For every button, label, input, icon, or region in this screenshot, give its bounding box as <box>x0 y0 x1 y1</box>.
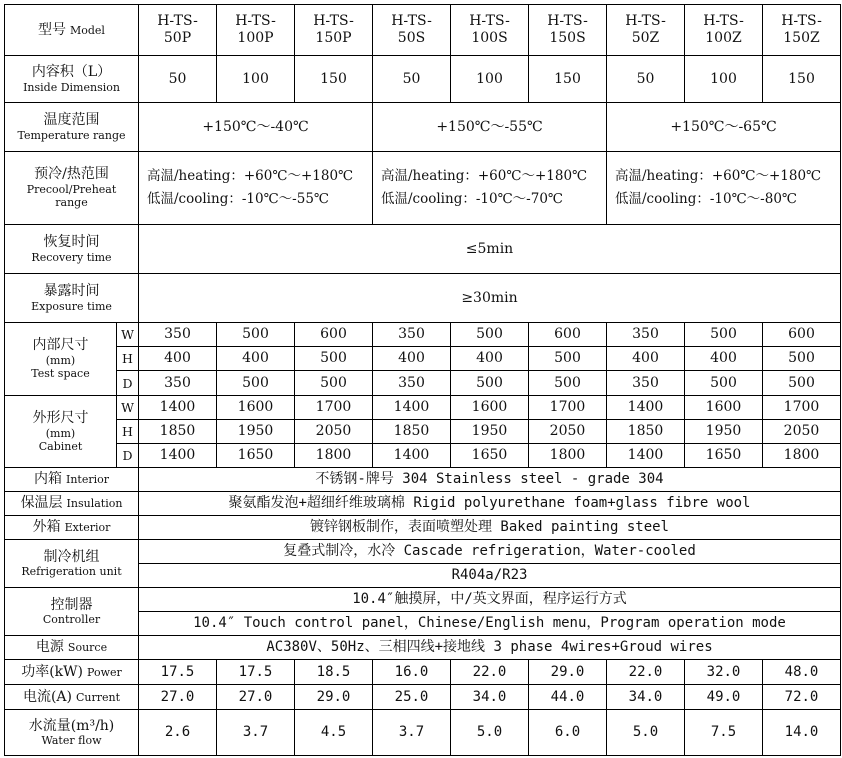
exterior-row <box>5 516 841 540</box>
value-cell: 500 <box>529 347 607 371</box>
label-zh: 外箱 <box>32 519 61 536</box>
value-cell: 3.7 <box>373 710 451 756</box>
value-cell: 14.0 <box>763 710 841 756</box>
dimension-label-d: D <box>117 371 139 396</box>
precool-preheat-row <box>5 152 841 225</box>
value-cell: 22.0 <box>607 660 685 685</box>
value-cell: 350 <box>139 371 217 396</box>
label-en: Inside Dimension <box>23 80 120 94</box>
refrigeration-label <box>5 540 139 588</box>
model-cell <box>529 5 607 56</box>
label-zh: 暴露时间 <box>43 283 100 299</box>
label-unit: (mm) <box>45 426 76 440</box>
value-cell: 350 <box>373 371 451 396</box>
recovery-time-value: ≤5min <box>139 225 841 274</box>
cabinet-label <box>5 396 117 468</box>
value-cell: 18.5 <box>295 660 373 685</box>
value-cell: 1600 <box>451 396 529 420</box>
value-cell: 22.0 <box>451 660 529 685</box>
model-suffix: 100Z <box>705 30 742 46</box>
model-prefix: H-TS- <box>235 13 276 30</box>
model-prefix: H-TS- <box>781 13 822 30</box>
value-cell: 2.6 <box>139 710 217 756</box>
label-zh: 保温层 <box>20 495 63 512</box>
value-cell: 72.0 <box>763 685 841 710</box>
value-cell: 150 <box>295 56 373 103</box>
recovery-time-row <box>5 225 841 274</box>
value-cell: 2050 <box>295 420 373 444</box>
label-en: Exposure time <box>31 299 112 313</box>
refrigeration-row-1 <box>5 540 841 564</box>
model-prefix: H-TS- <box>703 13 744 30</box>
test-space-w-row <box>5 323 841 347</box>
cabinet-h-row <box>5 420 841 444</box>
label-en: Cabinet <box>38 439 83 453</box>
value-cell: 500 <box>295 371 373 396</box>
model-suffix: 50P <box>163 30 192 46</box>
label-en: range <box>55 196 88 210</box>
dimension-label-d: D <box>117 444 139 468</box>
label-en: Interior <box>65 473 109 487</box>
model-suffix: 50S <box>397 30 426 46</box>
label-en: Insulation <box>66 497 123 511</box>
label-zh: 电流(A) <box>22 688 72 705</box>
inside-dimension-label <box>5 56 139 103</box>
value-cell: 100 <box>217 56 295 103</box>
interior-label <box>5 468 139 492</box>
value-cell: 29.0 <box>529 660 607 685</box>
value-cell: 2050 <box>529 420 607 444</box>
label-en: Test space <box>31 367 90 381</box>
precool-preheat-s <box>373 152 607 225</box>
model-cell <box>373 5 451 56</box>
test-space-d-row <box>5 371 841 396</box>
value-cell: 500 <box>763 347 841 371</box>
exterior-value: 镀锌钢板制作，表面喷塑处理 Baked painting steel <box>139 516 841 540</box>
value-cell: 32.0 <box>685 660 763 685</box>
label-en: Recovery time <box>31 250 112 264</box>
value-cell: 500 <box>529 371 607 396</box>
value-cell: 350 <box>139 323 217 347</box>
value-cell: 4.5 <box>295 710 373 756</box>
power-label <box>5 660 139 685</box>
value-cell: 1650 <box>685 444 763 468</box>
model-label-en: Model <box>70 23 105 37</box>
cabinet-w-row <box>5 396 841 420</box>
model-suffix: 50Z <box>631 30 660 46</box>
inside-dimension-row <box>5 56 841 103</box>
value-cell: 1850 <box>373 420 451 444</box>
label-zh: 控制器 <box>50 596 93 613</box>
value-cell: 1400 <box>607 396 685 420</box>
model-cell <box>451 5 529 56</box>
value-cell: 1650 <box>451 444 529 468</box>
label-en: Water flow <box>41 734 102 748</box>
value-cell: 1700 <box>295 396 373 420</box>
value-cell: 48.0 <box>763 660 841 685</box>
value-cell: 50 <box>139 56 217 103</box>
label-zh: 内部尺寸 <box>32 337 89 354</box>
precool-preheat-p <box>139 152 373 225</box>
model-suffix: 150Z <box>783 30 820 46</box>
dimension-label-w: W <box>117 323 139 347</box>
dimension-label-w: W <box>117 396 139 420</box>
water-flow-row <box>5 710 841 756</box>
source-row <box>5 636 841 660</box>
label-zh: 制冷机组 <box>43 548 100 565</box>
value-cell: 1850 <box>139 420 217 444</box>
value-cell: 500 <box>217 371 295 396</box>
value-cell: 49.0 <box>685 685 763 710</box>
model-cell <box>685 5 763 56</box>
label-en: Temperature range <box>17 128 126 142</box>
value-cell: 500 <box>685 323 763 347</box>
value-cell: 1400 <box>607 444 685 468</box>
value-cell: 500 <box>451 371 529 396</box>
model-suffix: 100S <box>471 30 508 46</box>
model-cell <box>295 5 373 56</box>
label-zh: 预冷/热范围 <box>34 166 109 183</box>
value-cell: 600 <box>529 323 607 347</box>
model-cell <box>607 5 685 56</box>
precool-preheat-z <box>607 152 841 225</box>
current-row <box>5 685 841 710</box>
value-cell: 1800 <box>763 444 841 468</box>
value-cell: 500 <box>451 323 529 347</box>
value-cell: 1850 <box>607 420 685 444</box>
value-cell: 1700 <box>529 396 607 420</box>
source-label <box>5 636 139 660</box>
recovery-time-label <box>5 225 139 274</box>
interior-row <box>5 468 841 492</box>
value-cell: 5.0 <box>607 710 685 756</box>
value-cell: 1600 <box>685 396 763 420</box>
label-zh: 水流量(m³/h) <box>28 717 115 734</box>
model-row <box>5 5 841 56</box>
cooling-range: 低温/cooling：-10℃～-70℃ <box>381 191 564 207</box>
value-cell: 400 <box>217 347 295 371</box>
value-cell: 350 <box>607 371 685 396</box>
label-zh: 电源 <box>35 639 64 656</box>
heating-range: 高温/heating：+60℃～+180℃ <box>147 168 354 185</box>
source-value: AC380V、50Hz、三相四线+接地线 3 phase 4wires+Groud wires <box>139 636 841 660</box>
value-cell: 400 <box>607 347 685 371</box>
temperature-range-label <box>5 103 139 152</box>
value-cell: 1950 <box>451 420 529 444</box>
interior-value: 不锈钢-牌号 304 Stainless steel - grade 304 <box>139 468 841 492</box>
model-cell <box>763 5 841 56</box>
model-cell <box>217 5 295 56</box>
value-cell: 1800 <box>295 444 373 468</box>
test-space-h-row <box>5 347 841 371</box>
value-cell: 150 <box>763 56 841 103</box>
value-cell: 29.0 <box>295 685 373 710</box>
value-cell: 350 <box>373 323 451 347</box>
value-cell: 1400 <box>139 396 217 420</box>
value-cell: 17.5 <box>217 660 295 685</box>
value-cell: 1800 <box>529 444 607 468</box>
model-prefix: H-TS- <box>625 13 666 30</box>
refrigeration-type: 复叠式制冷，水冷 Cascade refrigeration，Water-cooled <box>139 540 841 564</box>
model-cell <box>139 5 217 56</box>
model-prefix: H-TS- <box>547 13 588 30</box>
value-cell: 3.7 <box>217 710 295 756</box>
temperature-range-z: +150℃～-65℃ <box>607 103 841 152</box>
value-cell: 400 <box>373 347 451 371</box>
model-header-cell <box>5 5 139 56</box>
label-unit: (mm) <box>45 354 76 368</box>
value-cell: 27.0 <box>217 685 295 710</box>
cabinet-d-row <box>5 444 841 468</box>
model-prefix: H-TS- <box>157 13 198 30</box>
model-suffix: 150S <box>549 30 586 46</box>
label-en: Source <box>67 641 108 655</box>
power-row <box>5 660 841 685</box>
model-prefix: H-TS- <box>469 13 510 30</box>
value-cell: 6.0 <box>529 710 607 756</box>
temperature-range-row <box>5 103 841 152</box>
controller-value-zh: 10.4″触摸屏，中/英文界面，程序运行方式 <box>139 588 841 612</box>
value-cell: 34.0 <box>451 685 529 710</box>
value-cell: 27.0 <box>139 685 217 710</box>
dimension-label-h: H <box>117 347 139 371</box>
value-cell: 100 <box>451 56 529 103</box>
model-label: 型号 <box>38 21 67 38</box>
value-cell: 400 <box>139 347 217 371</box>
label-zh: 功率(kW) <box>21 663 84 680</box>
value-cell: 1400 <box>373 444 451 468</box>
controller-value-en: 10.4″ Touch control panel，Chinese/English menu，Program operation mode <box>139 612 841 636</box>
model-suffix: 100P <box>237 30 274 46</box>
dimension-label-h: H <box>117 420 139 444</box>
insulation-label <box>5 492 139 516</box>
current-label <box>5 685 139 710</box>
label-en: Refrigeration unit <box>21 565 122 579</box>
value-cell: 500 <box>295 347 373 371</box>
value-cell: 5.0 <box>451 710 529 756</box>
exterior-label <box>5 516 139 540</box>
insulation-value: 聚氨酯发泡+超细纤维玻璃棉 Rigid polyurethane foam+glass fibre wool <box>139 492 841 516</box>
value-cell: 600 <box>295 323 373 347</box>
value-cell: 1700 <box>763 396 841 420</box>
value-cell: 500 <box>763 371 841 396</box>
controller-row-1 <box>5 588 841 612</box>
value-cell: 1400 <box>373 396 451 420</box>
value-cell: 400 <box>451 347 529 371</box>
temperature-range-s: +150℃～-55℃ <box>373 103 607 152</box>
label-en: Controller <box>42 613 101 627</box>
label-zh: 内容积（L） <box>31 64 112 80</box>
label-en: Power <box>87 665 122 679</box>
value-cell: 34.0 <box>607 685 685 710</box>
water-flow-label <box>5 710 139 756</box>
value-cell: 44.0 <box>529 685 607 710</box>
heating-range: 高温/heating：+60℃～+180℃ <box>381 168 588 185</box>
value-cell: 1950 <box>217 420 295 444</box>
value-cell: 25.0 <box>373 685 451 710</box>
insulation-row <box>5 492 841 516</box>
value-cell: 1950 <box>685 420 763 444</box>
value-cell: 16.0 <box>373 660 451 685</box>
value-cell: 50 <box>607 56 685 103</box>
label-zh: 恢复时间 <box>43 234 100 250</box>
temperature-range-p: +150℃～-40℃ <box>139 103 373 152</box>
model-prefix: H-TS- <box>391 13 432 30</box>
value-cell: 17.5 <box>139 660 217 685</box>
label-zh: 外形尺寸 <box>32 409 89 426</box>
label-en: Exterior <box>64 521 111 535</box>
model-prefix: H-TS- <box>313 13 354 30</box>
value-cell: 1600 <box>217 396 295 420</box>
controller-label <box>5 588 139 636</box>
label-en: Current <box>75 690 121 704</box>
value-cell: 500 <box>217 323 295 347</box>
exposure-time-row <box>5 274 841 323</box>
label-zh: 内箱 <box>33 471 62 488</box>
label-en: Precool/Preheat <box>26 183 117 197</box>
value-cell: 400 <box>685 347 763 371</box>
value-cell: 2050 <box>763 420 841 444</box>
model-suffix: 150P <box>315 30 352 46</box>
value-cell: 150 <box>529 56 607 103</box>
exposure-time-label <box>5 274 139 323</box>
value-cell: 7.5 <box>685 710 763 756</box>
exposure-time-value: ≥30min <box>139 274 841 323</box>
test-space-label <box>5 323 117 396</box>
cooling-range: 低温/cooling：-10℃～-55℃ <box>147 191 330 207</box>
cooling-range: 低温/cooling：-10℃～-80℃ <box>615 191 798 207</box>
heating-range: 高温/heating：+60℃～+180℃ <box>615 168 822 185</box>
spec-table <box>4 4 841 756</box>
value-cell: 1400 <box>139 444 217 468</box>
label-zh: 温度范围 <box>43 112 100 128</box>
value-cell: 600 <box>763 323 841 347</box>
value-cell: 500 <box>685 371 763 396</box>
value-cell: 1650 <box>217 444 295 468</box>
value-cell: 100 <box>685 56 763 103</box>
value-cell: 50 <box>373 56 451 103</box>
refrigerant: R404a/R23 <box>139 564 841 588</box>
precool-preheat-label <box>5 152 139 225</box>
value-cell: 350 <box>607 323 685 347</box>
